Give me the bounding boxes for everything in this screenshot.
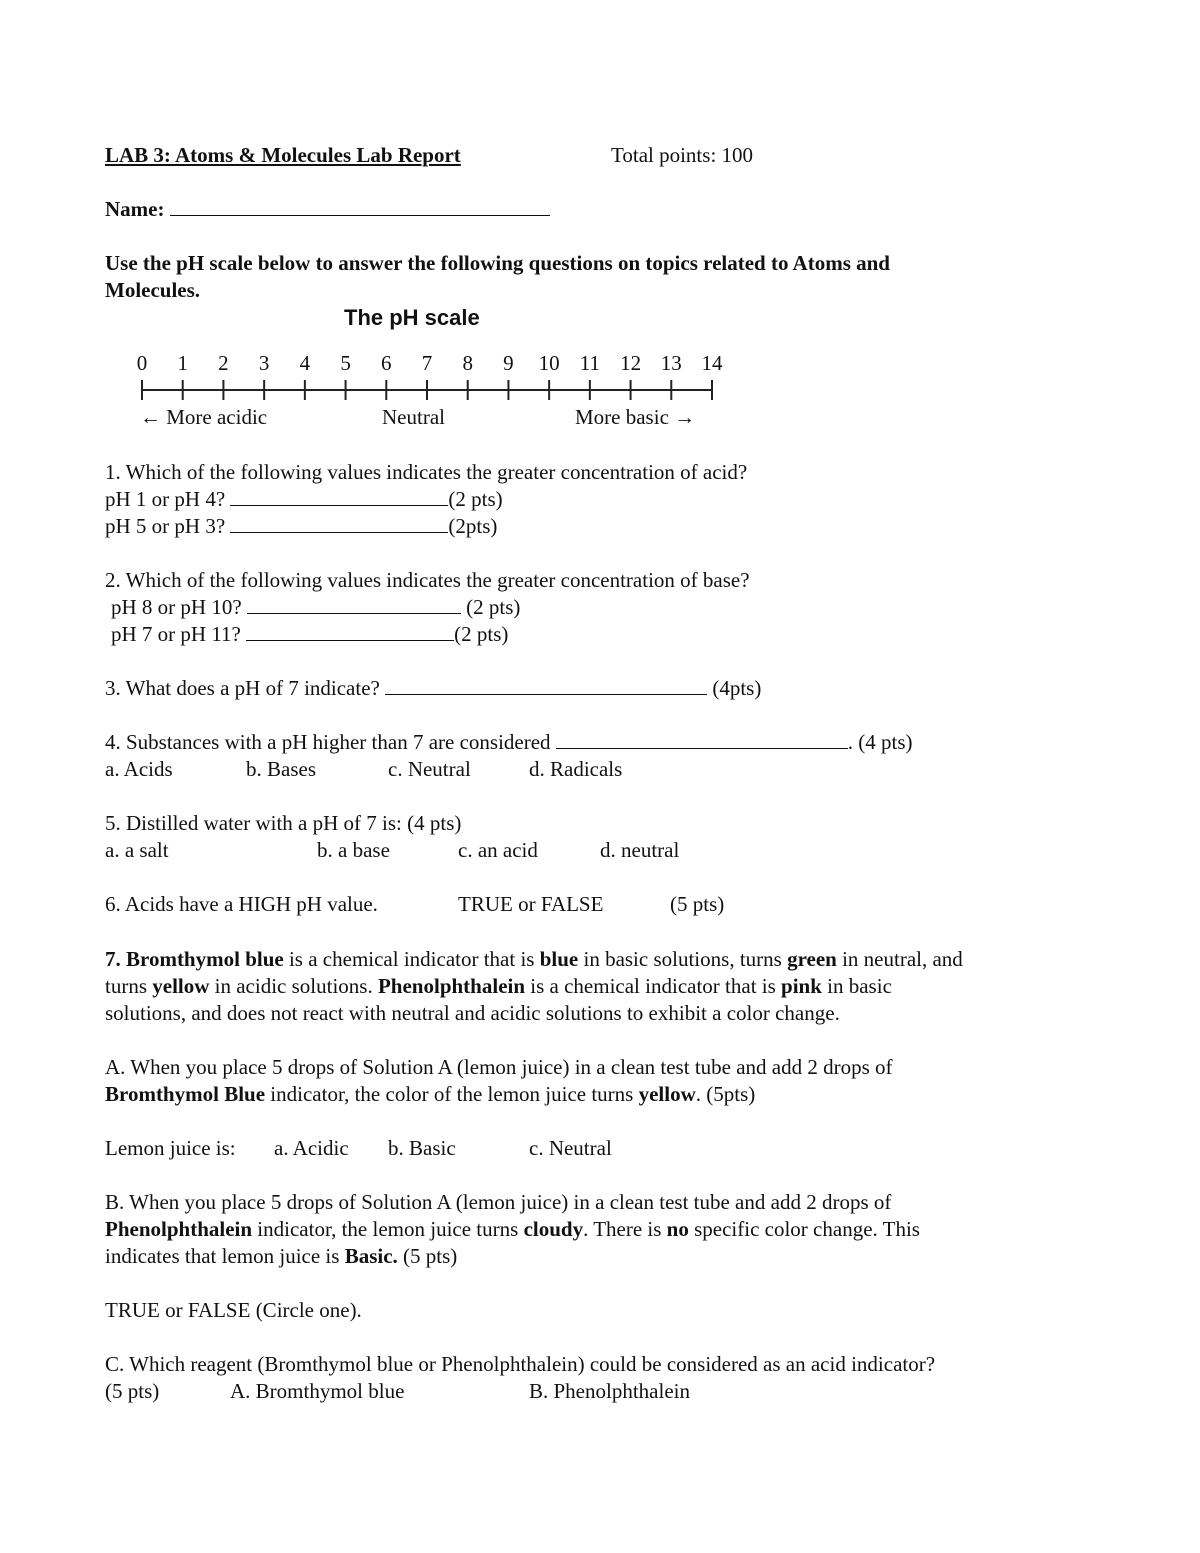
q2-a-blank[interactable] (247, 595, 461, 614)
q1-a-text: pH 1 or pH 4? (105, 487, 226, 511)
q7a-question: Lemon juice is: (105, 1136, 236, 1160)
q2-part-b (111, 621, 508, 648)
q7-blue: blue (539, 947, 579, 971)
q4-option-d[interactable]: d. Radicals (529, 757, 623, 781)
q2-part-a (111, 594, 520, 621)
q4-option-a[interactable]: a. Acids (105, 757, 173, 781)
q3-pts: (4pts) (707, 676, 762, 700)
q7c-option-b[interactable]: B. Phenolphthalein (529, 1379, 690, 1403)
q7a-option-b[interactable]: b. Basic (388, 1136, 456, 1160)
q7b-text-3: specific color change. This (688, 1217, 920, 1241)
q2-a-pts: (2 pts) (460, 595, 521, 619)
instructions-line-1: Use the pH scale below to answer the following questions on topics related to Atoms and (105, 251, 890, 275)
q7b-text-1: indicator, the lemon juice turns (252, 1217, 524, 1241)
q7-text-6: is a chemical indicator that is (525, 974, 782, 998)
q4-option-b[interactable]: b. Bases (246, 757, 316, 781)
q2-prompt: 2. Which of the following values indicates the greater concentration of base? (105, 568, 750, 592)
q7-text-4: turns (105, 974, 153, 998)
q7a-bromthymol: Bromthymol Blue (105, 1082, 266, 1106)
q3 (105, 675, 761, 702)
ph-tick-label-13: 13 (660, 351, 682, 375)
q6-pts: (5 pts) (670, 892, 725, 916)
q7b-cloudy: cloudy (523, 1217, 584, 1241)
q7b-text-4: indicates that lemon juice is (105, 1244, 345, 1268)
q7b-no: no (666, 1217, 689, 1241)
q7a-option-a[interactable]: a. Acidic (274, 1136, 349, 1160)
q7-text-1: is a chemical indicator that is (283, 947, 540, 971)
q5-option-b[interactable]: b. a base (317, 838, 390, 862)
q7c-option-a[interactable]: A. Bromthymol blue (230, 1379, 405, 1403)
q7b-text-2: . There is (583, 1217, 667, 1241)
q7b-pts: (5 pts) (397, 1244, 458, 1268)
q1-part-a (105, 486, 503, 513)
instructions-line-2: Molecules. (105, 278, 201, 302)
q4-prompt: 4. Substances with a pH higher than 7 are considered (105, 730, 551, 754)
q7-text-5: in acidic solutions. (209, 974, 378, 998)
q7b-line-1: B. When you place 5 drops of Solution A (lemon juice) in a clean test tube and add 2 drops of (105, 1190, 892, 1214)
q5-option-a[interactable]: a. a salt (105, 838, 169, 862)
q2-b-text: pH 7 or pH 11? (111, 622, 241, 646)
q2-a-text: pH 8 or pH 10? (111, 595, 242, 619)
ph-tick-label-1: 1 (177, 351, 188, 375)
q7a-text: indicator, the color of the lemon juice turns (265, 1082, 639, 1106)
q5-prompt: 5. Distilled water with a pH of 7 is: (4 pts) (105, 811, 462, 835)
q7b-phenolphthalein: Phenolphthalein (105, 1217, 253, 1241)
q1-a-blank[interactable] (230, 487, 448, 506)
name-label: Name: (105, 197, 165, 221)
q7c-line-1: C. Which reagent (Bromthymol blue or Phenolphthalein) could be considered as an acid indicator? (105, 1352, 936, 1376)
ph-tick-label-8: 8 (462, 351, 473, 375)
ph-left-label: ← More acidic (140, 405, 268, 429)
q7-line-1 (105, 946, 963, 973)
q2-b-blank[interactable] (246, 622, 454, 641)
q4-blank[interactable] (556, 730, 848, 749)
ph-center-label: Neutral (382, 405, 445, 429)
q4-option-c[interactable]: c. Neutral (388, 757, 471, 781)
ph-scale-title: The pH scale (344, 305, 480, 330)
total-points: Total points: 100 (611, 143, 754, 167)
q7a-yellow: yellow (638, 1082, 696, 1106)
q4-pts: . (4 pts) (847, 730, 913, 754)
q6-choice[interactable]: TRUE or FALSE (458, 892, 604, 916)
q7-number: 7. (105, 947, 121, 971)
q7b-true-false[interactable]: TRUE or FALSE (Circle one). (105, 1298, 362, 1322)
q1-a-pts: (2 pts) (448, 487, 503, 511)
lab-title: LAB 3: Atoms & Molecules Lab Report (105, 143, 461, 167)
ph-tick-label-7: 7 (421, 351, 433, 375)
q1-b-blank[interactable] (230, 514, 448, 533)
q3-blank[interactable] (385, 676, 707, 695)
q7-line-2 (105, 973, 892, 1000)
q7-green: green (787, 947, 837, 971)
q7a-option-c[interactable]: c. Neutral (529, 1136, 612, 1160)
ph-tick-label-4: 4 (299, 351, 311, 375)
ph-tick-label-2: 2 (218, 351, 229, 375)
q1-part-b (105, 513, 497, 540)
ph-tick-label-5: 5 (340, 351, 351, 375)
ph-tick-label-12: 12 (620, 351, 642, 375)
q7b-basic: Basic. (344, 1244, 398, 1268)
ph-right-label: More basic → (575, 405, 696, 429)
ph-tick-label-10: 10 (538, 351, 560, 375)
q7a-line-1: A. When you place 5 drops of Solution A (lemon juice) in a clean test tube and add 2 drops of (105, 1055, 893, 1079)
ph-tick-label-3: 3 (258, 351, 270, 375)
q4 (105, 729, 913, 756)
q7-bromthymol: Bromthymol blue (126, 947, 284, 971)
name-blank[interactable] (170, 197, 550, 216)
q7b-line-2 (105, 1216, 920, 1243)
q7b-line-3 (105, 1243, 457, 1270)
ph-tick-label-9: 9 (503, 351, 514, 375)
q7a-pts: . (5pts) (695, 1082, 756, 1106)
ph-tick-label-6: 6 (381, 351, 392, 375)
q7-text-3: in neutral, and (836, 947, 963, 971)
q7-phenolphthalein: Phenolphthalein (377, 974, 526, 998)
q7a-line-2 (105, 1081, 755, 1108)
q1-prompt: 1. Which of the following values indicates the greater concentration of acid? (105, 460, 748, 484)
q5-option-d[interactable]: d. neutral (600, 838, 680, 862)
q7-yellow: yellow (152, 974, 210, 998)
q7c-pts: (5 pts) (105, 1379, 160, 1403)
ph-tick-label-0: 0 (136, 351, 148, 375)
q1-b-text: pH 5 or pH 3? (105, 514, 226, 538)
q7-text-2: in basic solutions, turns (578, 947, 788, 971)
q5-option-c[interactable]: c. an acid (458, 838, 538, 862)
q3-prompt: 3. What does a pH of 7 indicate? (105, 676, 380, 700)
ph-tick-label-11: 11 (579, 351, 600, 375)
q6-prompt: 6. Acids have a HIGH pH value. (105, 892, 378, 916)
q7-line-3: solutions, and does not react with neutral and acidic solutions to exhibit a color change. (105, 1001, 840, 1025)
q2-b-pts: (2 pts) (454, 622, 509, 646)
q7-pink: pink (781, 974, 822, 998)
name-field[interactable] (105, 196, 550, 223)
ph-tick-label-14: 14 (701, 351, 723, 375)
q7-text-7: in basic (821, 974, 892, 998)
q1-b-pts: (2pts) (448, 514, 498, 538)
